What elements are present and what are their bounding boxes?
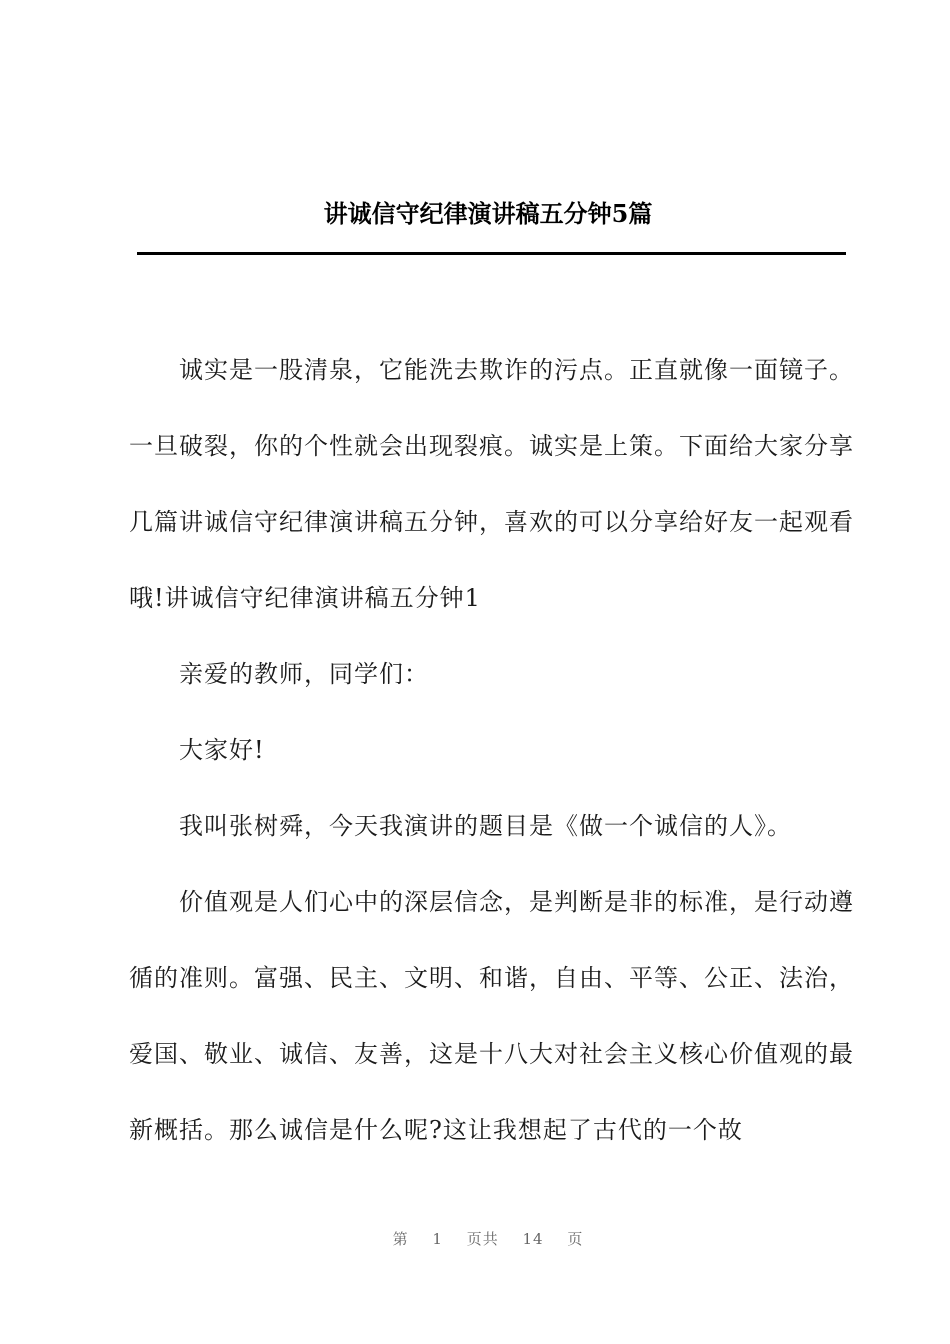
footer-current-page: 1 [432,1230,443,1248]
paragraph-intro: 诚实是一股清泉，它能洗去欺诈的污点。正直就像一面镜子。一旦破裂，你的个性就会出现裂痕。诚实是上策。下面给大家分享几篇讲诚信守纪律演讲稿五分钟，喜欢的可以分享给好友一起观看哦!讲诚信守纪律演讲稿五分钟1 [129,356,854,612]
paragraph-greeting: 大家好! [179,736,265,764]
document-body [129,342,864,1168]
document-title: 讲诚信守纪律演讲稿五分钟5篇 [323,199,653,228]
paragraph-values: 价值观是人们心中的深层信念，是判断是非的标准，是行动遵循的准则。富强、民主、文明、和谐，自由、平等、公正、法治，爱国、敬业、诚信、友善，这是十八大对社会主义核心价值观的最新概括。那么诚信是什么呢?这让我想起了古代的一个故 [129,888,854,1144]
title-underline [137,252,846,255]
footer-total-pages: 14 [522,1230,544,1248]
footer-prefix: 第 [392,1230,409,1248]
footer-mid: 页共 [466,1230,499,1248]
page-footer [0,1228,950,1249]
paragraph-salutation: 亲爱的教师，同学们： [179,660,429,688]
paragraph-speaker-intro: 我叫张树舜，今天我演讲的题目是《做一个诚信的人》。 [179,812,792,840]
footer-suffix: 页 [567,1230,584,1248]
